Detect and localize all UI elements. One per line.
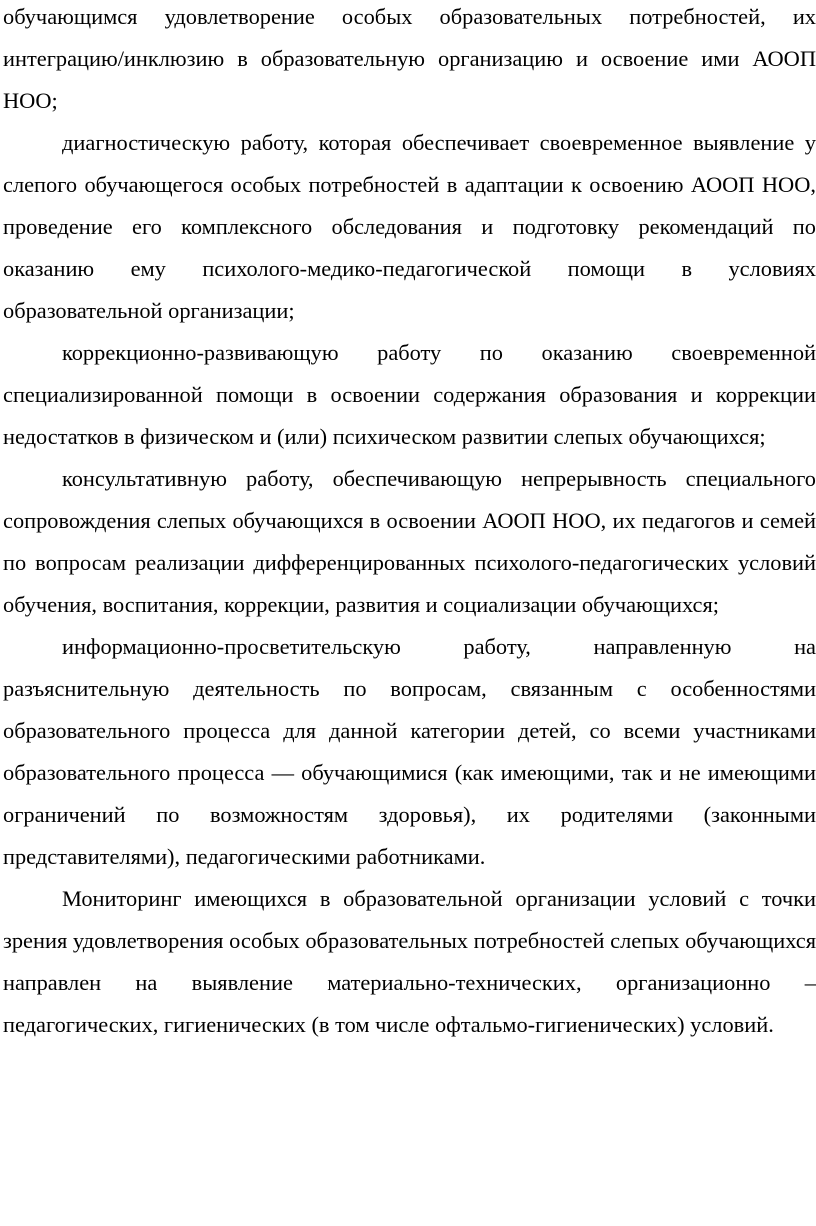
paragraph-informational-work: информационно-просветительскую работу, направленную на разъяснительную деятельность по вопросам, связанным с особенностями образовательного процесса для данной категории детей, со всеми участниками образовательного процесса — обучающимися (как имеющими, так и не имеющими ограничений по возможностям здоровья), их родителями (законными представителями), педагогическими работниками. xyxy=(3,634,816,869)
paragraph-diagnostic-work: диагностическую работу, которая обеспечивает своевременное выявление у слепого обучающегося особых потребностей в адаптации к освоению АООП НОО, проведение его комплексного обследования и подготовку рекомендаций по оказанию ему психолого-медико-педагогической помощи в условиях образовательной организации; xyxy=(3,130,816,323)
paragraph-consultative-work: консультативную работу, обеспечивающую непрерывность специального сопровождения слепых обучающихся в освоении АООП НОО, их педагогов и семей по вопросам реализации дифференцированных психолого-педагогических условий обучения, воспитания, коррекции, развития и социализации обучающихся; xyxy=(3,466,816,617)
paragraph-inclusion: обучающимся удовлетворение особых образовательных потребностей, их интеграцию/инклюзию в образовательную организацию и освоение ими АООП НОО; xyxy=(3,4,816,113)
paragraph-monitoring: Мониторинг имеющихся в образовательной организации условий с точки зрения удовлетворения особых образовательных потребностей слепых обучающихся направлен на выявление материально-технических, организационно – педагогических, гигиенических (в том числе офтальмо-гигиенических) условий. xyxy=(3,886,816,1037)
paragraph-correctional-work: коррекционно-развивающую работу по оказанию своевременной специализированной помощи в освоении содержания образования и коррекции недостатков в физическом и (или) психическом развитии слепых обучающихся; xyxy=(3,340,816,449)
